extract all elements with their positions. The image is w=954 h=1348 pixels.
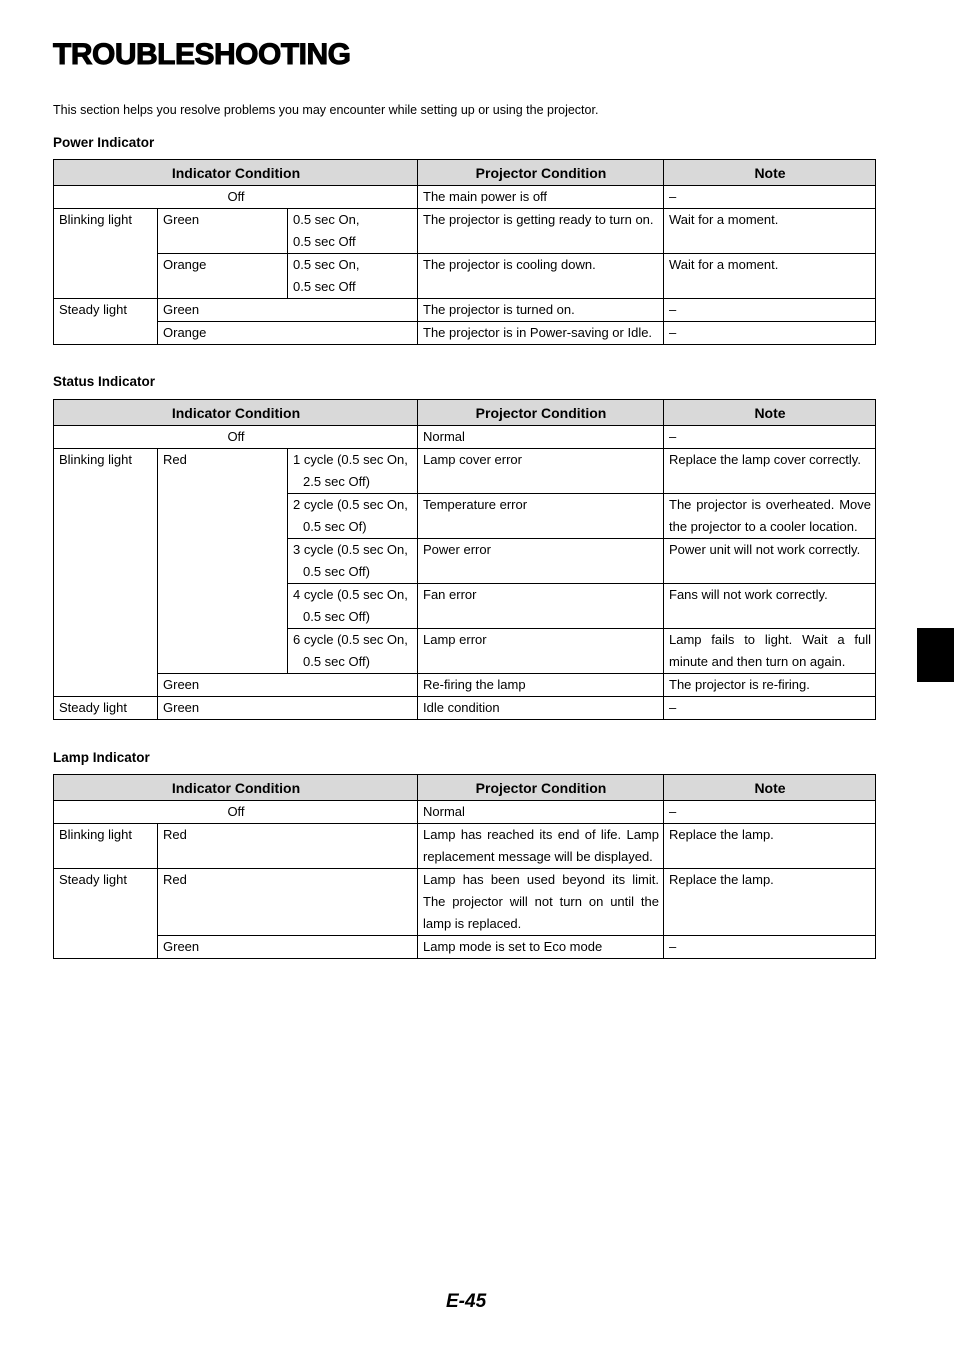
- table-header-row: [54, 400, 876, 426]
- table-row: [54, 254, 876, 299]
- note: –: [664, 299, 876, 322]
- header-note: Note: [664, 160, 876, 186]
- timing-line: 2.5 sec Off): [303, 474, 370, 489]
- projector-condition: Temperature error: [418, 494, 664, 539]
- header-note: Note: [664, 775, 876, 801]
- table-row: [54, 426, 876, 449]
- projector-condition: The projector is getting ready to turn on.: [418, 209, 664, 254]
- table-row: [54, 299, 876, 322]
- page-number: E-45: [446, 1291, 487, 1312]
- table-row: [54, 674, 876, 697]
- indicator-timing: [288, 584, 418, 629]
- table-row: [54, 186, 876, 209]
- timing-line: 0.5 sec Off): [303, 564, 370, 579]
- table-row: [54, 697, 876, 720]
- projector-condition: The projector is cooling down.: [418, 254, 664, 299]
- lamp-indicator-table: [53, 774, 876, 959]
- projector-condition: Normal: [418, 801, 664, 824]
- note: The projector is re-firing.: [664, 674, 876, 697]
- header-indicator-condition: Indicator Condition: [54, 775, 418, 801]
- timing-line: 0.5 sec Off): [303, 609, 370, 624]
- intro-text: This section helps you resolve problems you may encounter while setting up or using the projector.: [53, 103, 599, 117]
- projector-condition: Lamp has been used beyond its limit. The projector will not turn on until the lamp is replaced.: [418, 869, 664, 936]
- timing-line: 6 cycle (0.5 sec On,: [293, 632, 408, 647]
- indicator-timing: [288, 494, 418, 539]
- table-row: [54, 209, 876, 254]
- indicator-timing: [288, 629, 418, 674]
- indicator-color: Orange: [158, 254, 288, 299]
- indicator-timing: [288, 449, 418, 494]
- note: –: [664, 936, 876, 959]
- header-indicator-condition: Indicator Condition: [54, 400, 418, 426]
- lamp-indicator-heading: Lamp Indicator: [53, 750, 150, 765]
- table-row: [54, 936, 876, 959]
- projector-condition: Lamp has reached its end of life. Lamp replacement message will be displayed.: [418, 824, 664, 869]
- power-indicator-heading: Power Indicator: [53, 135, 155, 150]
- note: Wait for a moment.: [664, 209, 876, 254]
- note: Replace the lamp cover correctly.: [664, 449, 876, 494]
- timing-line: 2 cycle (0.5 sec On,: [293, 497, 408, 512]
- table-row: [54, 869, 876, 936]
- note: –: [664, 322, 876, 345]
- projector-condition: Fan error: [418, 584, 664, 629]
- projector-condition: Power error: [418, 539, 664, 584]
- power-indicator-table: [53, 159, 876, 345]
- indicator-timing: [288, 539, 418, 584]
- indicator-timing: [288, 254, 418, 299]
- indicator-timing: [288, 209, 418, 254]
- indicator-off: Off: [54, 426, 418, 449]
- timing-line: 0.5 sec Off: [293, 279, 356, 294]
- table-header-row: [54, 160, 876, 186]
- status-indicator-heading: Status Indicator: [53, 374, 156, 389]
- timing-line: 3 cycle (0.5 sec On,: [293, 542, 408, 557]
- table-row: [54, 824, 876, 869]
- note: –: [664, 186, 876, 209]
- indicator-color: Green: [158, 674, 418, 697]
- indicator-steady: Steady light: [54, 869, 158, 959]
- projector-condition: The main power is off: [418, 186, 664, 209]
- projector-condition: Lamp error: [418, 629, 664, 674]
- table-row: [54, 801, 876, 824]
- note: The projector is overheated. Move the projector to a cooler location.: [664, 494, 876, 539]
- note: Wait for a moment.: [664, 254, 876, 299]
- header-projector-condition: Projector Condition: [418, 400, 664, 426]
- indicator-blinking: Blinking light: [54, 209, 158, 299]
- header-projector-condition: Projector Condition: [418, 160, 664, 186]
- note: Lamp fails to light. Wait a full minute and then turn on again.: [664, 629, 876, 674]
- page-title: TROUBLESHOOTING: [53, 38, 351, 71]
- table-header-row: [54, 775, 876, 801]
- note: –: [664, 801, 876, 824]
- indicator-color: Red: [158, 824, 418, 869]
- timing-line: 4 cycle (0.5 sec On,: [293, 587, 408, 602]
- projector-condition: Idle condition: [418, 697, 664, 720]
- projector-condition: Lamp mode is set to Eco mode: [418, 936, 664, 959]
- indicator-blinking: Blinking light: [54, 449, 158, 697]
- projector-condition: Re-firing the lamp: [418, 674, 664, 697]
- note: Fans will not work correctly.: [664, 584, 876, 629]
- timing-line: 0.5 sec On,: [293, 257, 360, 272]
- timing-line: 0.5 sec On,: [293, 212, 360, 227]
- header-indicator-condition: Indicator Condition: [54, 160, 418, 186]
- projector-condition: Lamp cover error: [418, 449, 664, 494]
- indicator-steady: Steady light: [54, 299, 158, 345]
- indicator-color: Green: [158, 209, 288, 254]
- indicator-color: Green: [158, 299, 418, 322]
- indicator-color: Orange: [158, 322, 418, 345]
- note: Power unit will not work correctly.: [664, 539, 876, 584]
- projector-condition: Normal: [418, 426, 664, 449]
- timing-line: 0.5 sec Off): [303, 654, 370, 669]
- timing-line: 0.5 sec Off: [293, 234, 356, 249]
- timing-line: 1 cycle (0.5 sec On,: [293, 452, 408, 467]
- indicator-color: Red: [158, 869, 418, 936]
- projector-condition: The projector is in Power-saving or Idle.: [418, 322, 664, 345]
- indicator-off: Off: [54, 801, 418, 824]
- note: –: [664, 426, 876, 449]
- indicator-color: Green: [158, 936, 418, 959]
- table-row: [54, 322, 876, 345]
- projector-condition: The projector is turned on.: [418, 299, 664, 322]
- indicator-color: Red: [158, 449, 288, 674]
- status-indicator-table: [53, 399, 876, 720]
- indicator-blinking: Blinking light: [54, 824, 158, 869]
- header-note: Note: [664, 400, 876, 426]
- indicator-steady: Steady light: [54, 697, 158, 720]
- timing-line: 0.5 sec Of): [303, 519, 367, 534]
- table-row: [54, 449, 876, 494]
- note: –: [664, 697, 876, 720]
- header-projector-condition: Projector Condition: [418, 775, 664, 801]
- indicator-color: Green: [158, 697, 418, 720]
- note: Replace the lamp.: [664, 869, 876, 936]
- indicator-off: Off: [54, 186, 418, 209]
- note: Replace the lamp.: [664, 824, 876, 869]
- section-thumb-tab: [917, 628, 954, 682]
